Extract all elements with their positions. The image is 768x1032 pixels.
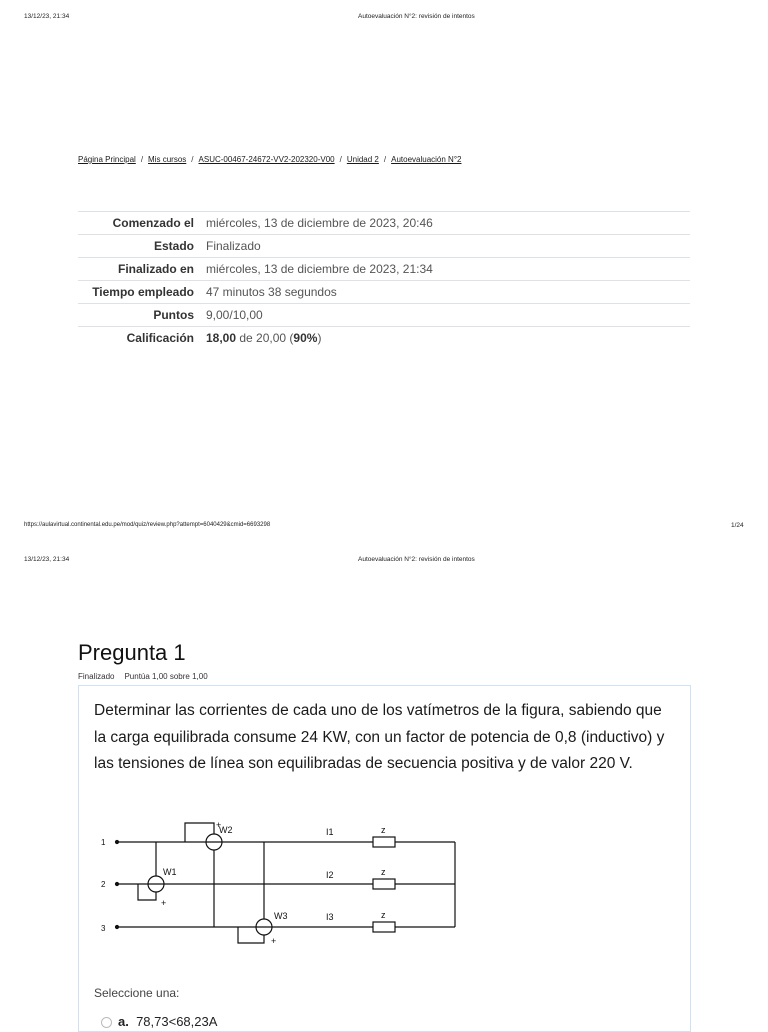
- summary-value: 9,00/10,00: [200, 304, 690, 327]
- summary-label: Finalizado en: [78, 258, 200, 281]
- terminal-dot: [116, 883, 119, 886]
- summary-label: Estado: [78, 235, 200, 258]
- summary-row-points: [78, 304, 690, 327]
- question-title: Pregunta 1: [78, 640, 186, 665]
- question-score: Puntúa 1,00 sobre 1,00: [124, 672, 208, 681]
- print-date: 13/12/23, 21:34: [24, 13, 70, 20]
- current-label-i1: I1: [326, 827, 334, 837]
- summary-row-started: [78, 212, 690, 235]
- summary-label: Puntos: [78, 304, 200, 327]
- breadcrumb-quiz[interactable]: Autoevaluación N°2: [391, 155, 462, 164]
- attempt-summary-table: [78, 211, 690, 349]
- summary-row-time: [78, 281, 690, 304]
- terminal-dot: [116, 926, 119, 929]
- grade-close: ): [317, 331, 322, 345]
- summary-label: Tiempo empleado: [78, 281, 200, 304]
- impedance-z3: [373, 922, 395, 932]
- page-number: 1/24: [731, 522, 744, 529]
- question-status: Finalizado: [78, 672, 115, 681]
- grade-of: de 20,00 (: [236, 331, 294, 345]
- option-a-letter: a.: [118, 1014, 129, 1029]
- w2-current-lead: [185, 823, 214, 842]
- w3-plus-sign: +: [271, 936, 277, 946]
- impedance-label: z: [381, 867, 386, 877]
- line-label-2: 2: [101, 880, 106, 889]
- breadcrumb-my-courses[interactable]: Mis cursos: [148, 155, 187, 164]
- print-date: 13/12/23, 21:34: [24, 556, 70, 563]
- option-a-radio[interactable]: [101, 1017, 112, 1028]
- summary-label: Calificación: [78, 327, 200, 350]
- breadcrumb-home[interactable]: Página Principal: [78, 155, 136, 164]
- summary-value: Finalizado: [200, 235, 690, 258]
- question-info: [78, 672, 218, 681]
- select-one-label: Seleccione una:: [94, 986, 180, 1000]
- w2-plus-sign: +: [216, 820, 222, 830]
- breadcrumb: Página Principal / Mis cursos / ASUC-00467-24672-VV2-202320-V00 / Unidad 2 / Autoevaluación N°2: [78, 155, 462, 164]
- print-title: Autoevaluación N°2: revisión de intentos: [358, 556, 475, 563]
- impedance-z1: [373, 837, 395, 847]
- line-label-1: 1: [101, 838, 106, 847]
- print-title: Autoevaluación N°2: revisión de intentos: [358, 13, 475, 20]
- wattmeter-label-w2: W2: [219, 825, 233, 835]
- summary-row-state: [78, 235, 690, 258]
- wattmeter-label-w1: W1: [163, 867, 177, 877]
- summary-label: Comenzado el: [78, 212, 200, 235]
- impedance-label: z: [381, 825, 386, 835]
- impedance-z2: [373, 879, 395, 889]
- summary-value: miércoles, 13 de diciembre de 2023, 20:46: [200, 212, 690, 235]
- question-content: [78, 685, 691, 1032]
- breadcrumb-unit[interactable]: Unidad 2: [346, 155, 379, 164]
- print-url: https://aulavirtual.continental.edu.pe/mod/quiz/review.php?attempt=6040429&cmid=6693298: [24, 522, 271, 528]
- option-a[interactable]: [101, 1014, 217, 1029]
- terminal-dot: [116, 841, 119, 844]
- summary-value: [200, 327, 690, 350]
- current-label-i2: I2: [326, 870, 334, 880]
- grade-score: 18,00: [206, 331, 237, 345]
- w1-plus-sign: +: [161, 898, 167, 908]
- breadcrumb-course[interactable]: ASUC-00467-24672-VV2-202320-V00: [198, 155, 335, 164]
- current-label-i3: I3: [326, 912, 334, 922]
- summary-row-grade: [78, 327, 690, 350]
- summary-row-finished: [78, 258, 690, 281]
- wattmeter-label-w3: W3: [274, 911, 288, 921]
- line-label-3: 3: [101, 924, 106, 933]
- option-a-text: 78,73<68,23A: [136, 1014, 218, 1029]
- grade-percent: 90%: [293, 331, 318, 345]
- summary-value: miércoles, 13 de diciembre de 2023, 21:34: [200, 258, 690, 281]
- question-text: Determinar las corrientes de cada uno de los vatímetros de la figura, sabiendo que la carga equilibrada consume 24 KW, con un factor de potencia de 0,8 (inductivo) y las tensiones de línea son equilibradas de secuencia positiva y de valor 220 V.: [94, 702, 665, 772]
- w3-current-lead: [238, 927, 264, 943]
- summary-value: 47 minutos 38 segundos: [200, 281, 690, 304]
- impedance-label: z: [381, 910, 386, 920]
- wattmeter-circuit-diagram: [93, 816, 473, 946]
